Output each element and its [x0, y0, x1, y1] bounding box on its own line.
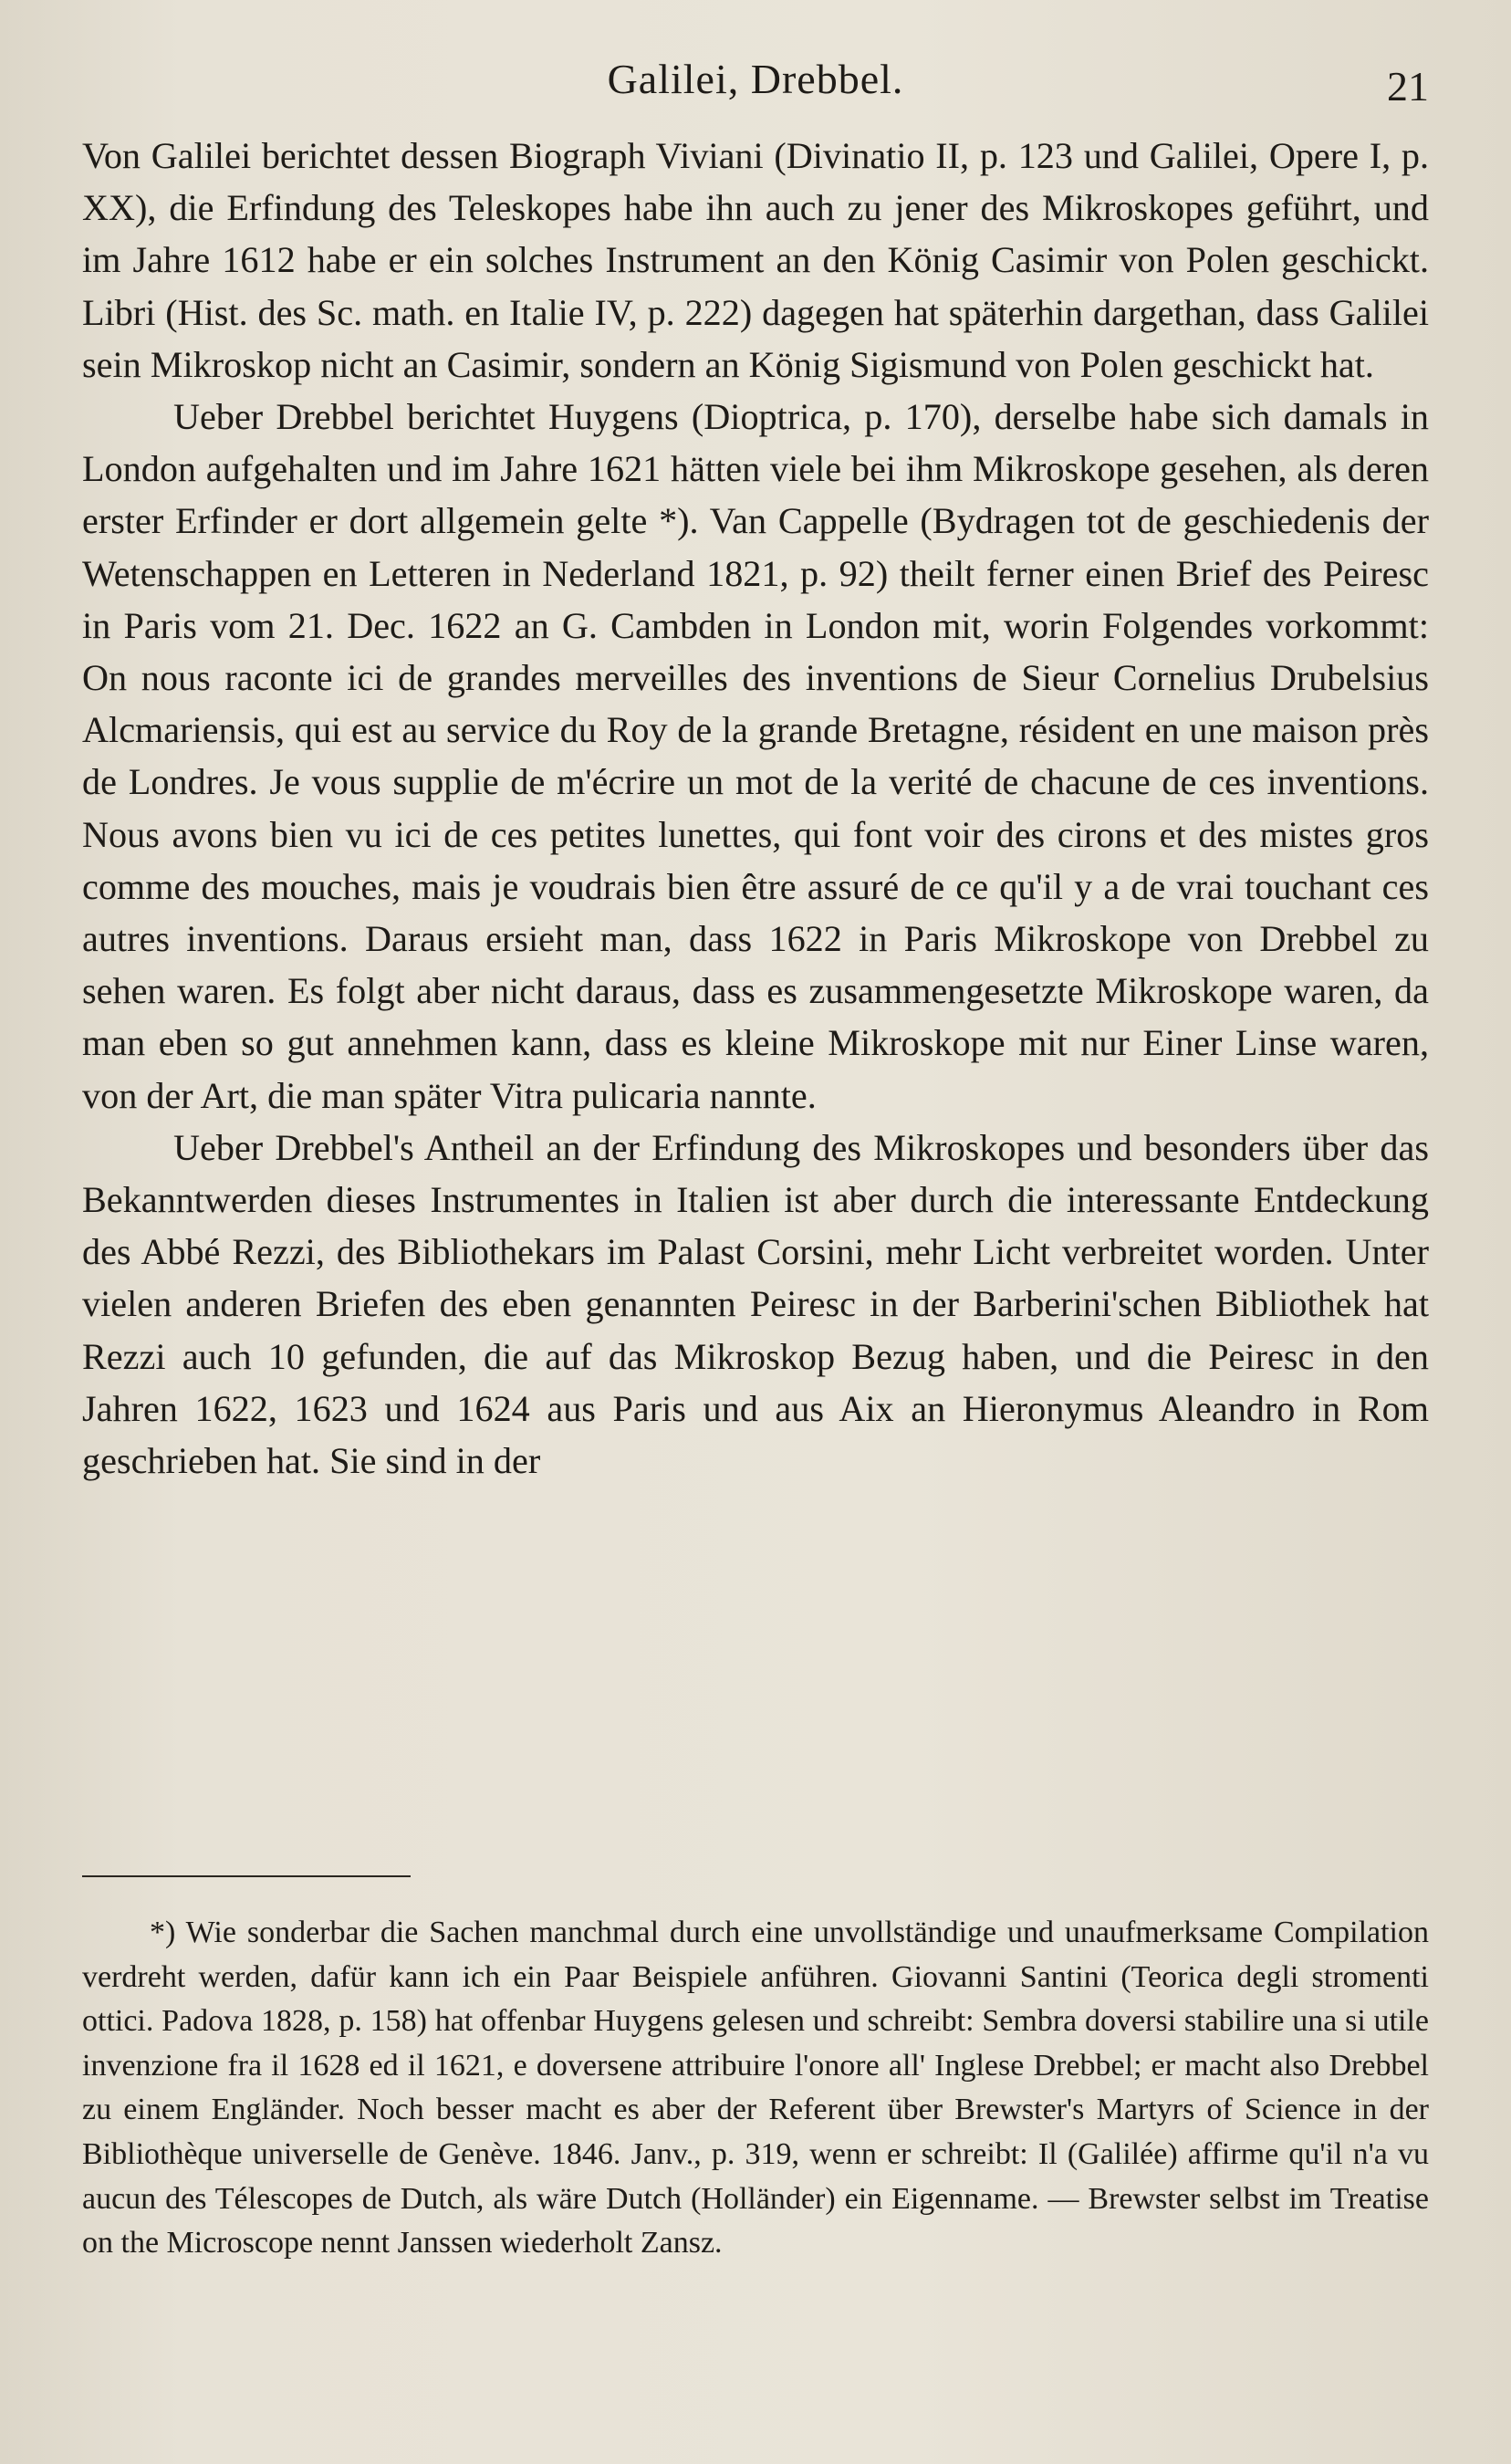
paragraph-drebbel-huygens: Ueber Drebbel berichtet Huygens (Dioptrica, p. 170), derselbe habe sich damals in London aufgehalten und im Jahre 1621 hätten viele bei ihm Mikroskope gesehen, als deren erster Erfinder er dort allgemein gelte *). Van Cappelle (Bydragen tot de geschiedenis der Wetenschappen en Letteren in Nederland 1821, p. 92) theilt ferner einen Brief des Peiresc in Paris vom 21. Dec. 1622 an G. Cambden in London mit, worin Folgendes vorkommt: On nous raconte ici de grandes merveilles des inventions de Sieur Cornelius Drubelsius Alcmariensis, qui est au service du Roy de la grande Bretagne, résident en une maison près de Londres. Je vous supplie de m'écrire un mot de la verité de chacune de ces inventions. Nous avons bien vu ici de ces petites lunettes, qui font voir des cirons et des mistes gros comme des mouches, mais je voudrais bien être assuré de ce qu'il y a de vrai touchant ces autres inventions. Daraus ersieht man, dass 1622 in Paris Mikroskope von Drebbel zu sehen waren. Es folgt aber nicht daraus, dass es zusammengesetzte Mikroskope waren, da man eben so gut annehmen kann, dass es kleine Mikroskope mit nur Einer Linse waren, von der Art, die man später Vitra pulicaria nannte. [82, 396, 1429, 1116]
page-number: 21 [1387, 63, 1429, 110]
footnote-text: *) Wie sonderbar die Sachen manchmal durch eine unvollständige und unaufmerksame Compilation verdreht werden, dafür kann ich ein Paar Beispiele anführen. Giovanni Santini (Teorica degli stromenti ottici. Padova 1828, p. 158) hat offenbar Huygens gelesen und schreibt: Sembra doversi stabilire una si utile invenzione fra il 1628 ed il 1621, e doversene attribuire l'onore all' Inglese Drebbel; er macht also Drebbel zu einem Engländer. Noch besser macht es aber der Referent über Brewster's Martyrs of Science in der Bibliothèque universelle de Genève. 1846. Janv., p. 319, wenn er schreibt: Il (Galilée) affirme qu'il n'a vu aucun des Télescopes de Dutch, als wäre Dutch (Holländer) ein Eigenname. — Brewster selbst im Treatise on the Microscope nennt Janssen wiederholt Zansz. [82, 1916, 1429, 2260]
paragraph-galilei: Von Galilei berichtet dessen Biograph Viviani (Divinatio II, p. 123 und Galilei, Opere I, p. XX), die Erfindung des Teleskopes habe ihn auch zu jener des Mikroskopes geführt, und im Jahre 1612 habe er ein solches Instrument an den König Casimir von Polen geschickt. Libri (Hist. des Sc. math. en Italie IV, p. 222) dagegen hat späterhin dargethan, dass Galilei sein Mikroskop nicht an Casimir, sondern an König Sigismund von Polen geschickt hat. [82, 135, 1429, 385]
footnote-divider [82, 1875, 411, 1877]
footnote [82, 1911, 1429, 2266]
paragraph-drebbel-rezzi: Ueber Drebbel's Antheil an der Erfindung des Mikroskopes und besonders über das Bekanntwerden dieses Instrumentes in Italien ist aber durch die interessante Entdeckung des Abbé Rezzi, des Bibliothekars im Palast Corsini, mehr Licht verbreitet worden. Unter vielen anderen Briefen des eben genannten Peiresc in der Barberini'schen Bibliothek hat Rezzi auch 10 gefunden, die auf das Mikroskop Bezug haben, und die Peiresc in den Jahren 1622, 1623 und 1624 aus Paris und aus Aix an Hieronymus Aleandro in Rom geschrieben hat. Sie sind in der [82, 1126, 1429, 1482]
main-text [82, 130, 1429, 1487]
running-head: Galilei, Drebbel. [607, 56, 904, 102]
page-header [82, 55, 1429, 119]
